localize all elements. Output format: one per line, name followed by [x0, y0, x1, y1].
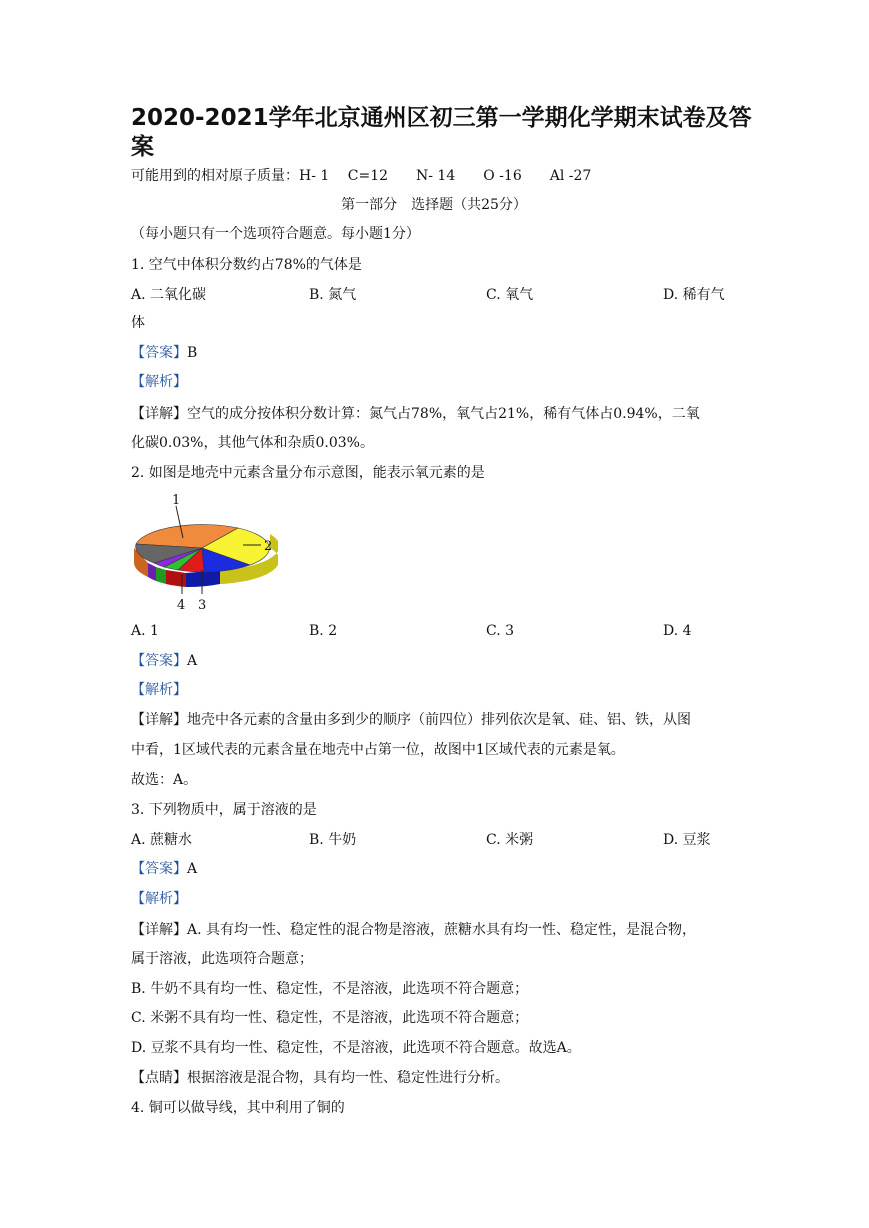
analysis-tag: 【解析】 — [131, 891, 187, 907]
q1-detail-line-2: 化碳0.03%，其他气体和杂质0.03%。 — [131, 435, 374, 451]
atomic-masses: 可能用到的相对原子质量：H- 1 C=12 N- 14 O -16 Al -27 — [131, 168, 592, 184]
detail-tag: 【详解】 — [131, 712, 187, 728]
q2-answer — [131, 651, 197, 671]
q1-detail-line-1 — [131, 404, 700, 424]
pie-label-1: 1 — [172, 493, 181, 508]
answer-tag: 【答案】 — [131, 861, 187, 877]
detail-text: 空气的成分按体积分数计算：氮气占78%，氧气占21%，稀有气体占0.94%，二氧 — [187, 406, 700, 422]
q3-detail-line-1 — [131, 920, 696, 940]
pie-label-3: 3 — [198, 598, 207, 613]
pie-label-2: 2 — [264, 539, 273, 554]
detail-text: 地壳中各元素的含量由多到少的顺序（前四位）排列依次是氧、硅、铝、铁，从图 — [187, 712, 691, 728]
q3-comment — [131, 1068, 509, 1088]
q1-option-a: A. 二氧化碳 — [131, 287, 207, 303]
pie-side-purple — [148, 563, 156, 581]
detail-tag: 【详解】 — [131, 922, 187, 938]
q3-stem: 3. 下列物质中，属于溶液的是 — [131, 802, 317, 818]
q3-detail-c: C. 米粥不具有均一性、稳定性，不是溶液，此选项不符合题意； — [131, 1010, 529, 1026]
q1-option-c: C. 氧气 — [486, 287, 534, 303]
q1-option-d: D. 稀有气 — [663, 287, 725, 303]
q1-option-d-wrap: 体 — [131, 315, 145, 331]
answer-value: A — [187, 653, 198, 669]
answer-value: B — [187, 345, 198, 361]
answer-tag: 【答案】 — [131, 345, 187, 361]
pie-side-green — [156, 567, 166, 584]
comment-text: 根据溶液是混合物，具有均一性、稳定性进行分析。 — [187, 1070, 509, 1086]
instruction: （每小题只有一个选项符合题意。每小题1分） — [131, 226, 420, 242]
q1-analysis — [131, 372, 187, 392]
q3-answer — [131, 859, 197, 879]
q1-answer — [131, 343, 197, 363]
q3-option-a: A. 蔗糖水 — [131, 832, 193, 848]
detail-tag: 【详解】 — [131, 406, 187, 422]
q3-analysis — [131, 889, 187, 909]
pie-label-4: 4 — [177, 598, 186, 613]
analysis-tag: 【解析】 — [131, 682, 187, 698]
q3-option-d: D. 豆浆 — [663, 832, 711, 848]
pie-side-blue — [186, 570, 220, 587]
q3-option-c: C. 米粥 — [486, 832, 534, 848]
q3-detail-d: D. 豆浆不具有均一性、稳定性，不是溶液，此选项不符合题意。故选A。 — [131, 1040, 581, 1056]
q3-detail-b: B. 牛奶不具有均一性、稳定性，不是溶液，此选项不符合题意； — [131, 981, 529, 997]
q3-option-b: B. 牛奶 — [309, 832, 357, 848]
analysis-tag: 【解析】 — [131, 374, 187, 390]
crust-elements-pie-figure — [128, 490, 278, 615]
q2-detail-line-1 — [131, 710, 691, 730]
q2-option-b: B. 2 — [309, 623, 338, 639]
q1-stem: 1. 空气中体积分数约占78%的气体是 — [131, 257, 362, 273]
document-title-line-2: 案 — [131, 134, 154, 160]
q2-choice: 故选：A。 — [131, 772, 198, 788]
answer-tag: 【答案】 — [131, 653, 187, 669]
q4-stem: 4. 铜可以做导线，其中利用了铜的 — [131, 1100, 345, 1116]
q1-option-b: B. 氮气 — [309, 287, 357, 303]
q2-detail-line-2: 中看，1区域代表的元素含量在地壳中占第一位，故图中1区域代表的元素是氧。 — [131, 742, 625, 758]
detail-text: A. 具有均一性、稳定性的混合物是溶液，蔗糖水具有均一性、稳定性，是混合物， — [187, 922, 697, 938]
q2-option-c: C. 3 — [486, 623, 515, 639]
section-title: 第一部分 选择题（共25分） — [341, 197, 527, 213]
pie-side-red — [166, 570, 186, 587]
q2-option-d: D. 4 — [663, 623, 692, 639]
comment-tag: 【点睛】 — [131, 1070, 187, 1086]
q3-detail-line-2: 属于溶液，此选项符合题意； — [131, 951, 313, 967]
q2-stem: 2. 如图是地壳中元素含量分布示意图，能表示氧元素的是 — [131, 465, 485, 481]
document-title-line-1: 2020-2021学年北京通州区初三第一学期化学期末试卷及答 — [131, 105, 752, 131]
answer-value: A — [187, 861, 198, 877]
q2-option-a: A. 1 — [131, 623, 159, 639]
q2-analysis — [131, 680, 187, 700]
